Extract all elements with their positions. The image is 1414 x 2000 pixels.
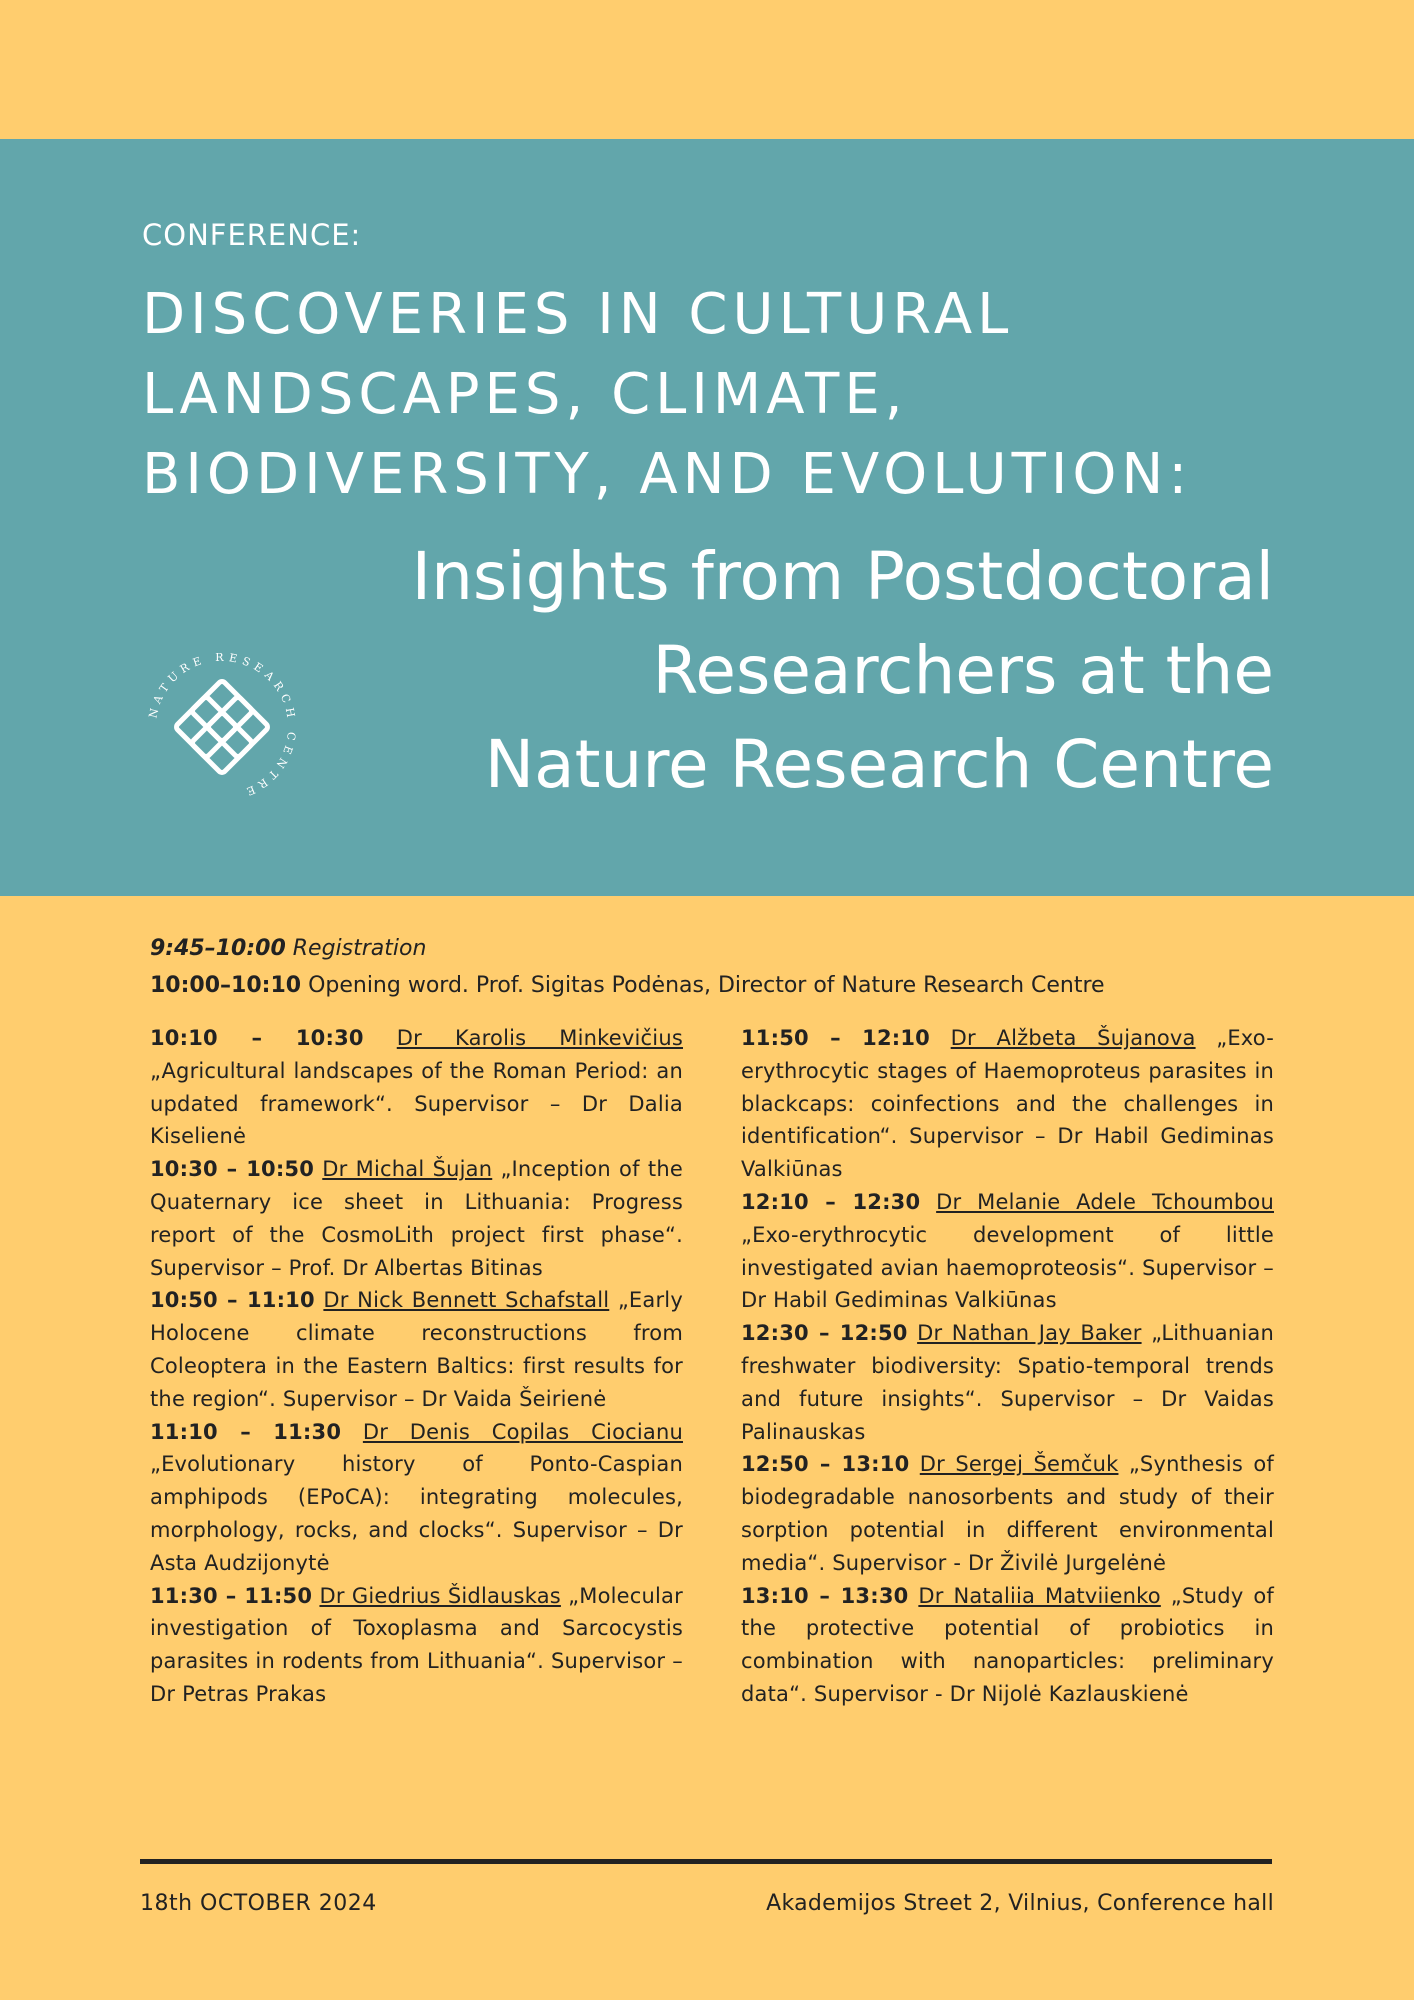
talk-details: „Lithuanian freshwater biodiversity: Spatio-temporal trends and future insights“. Supervisor – Dr Vaidas Palinauskas [741, 1321, 1274, 1444]
talk-speaker: Dr Sergej Šemčuk [919, 1452, 1119, 1477]
talk-item [150, 1153, 683, 1284]
talk-item [741, 1580, 1274, 1711]
talk-time: 10:10 – 10:30 [150, 1026, 364, 1050]
title-line: BIODIVERSITY, AND EVOLUTION: [142, 442, 1193, 507]
title-line: DISCOVERIES IN CULTURAL [142, 282, 1014, 347]
logo-ring-text: NATURE RESEARCH CENTRE [146, 650, 299, 800]
talk-details: „Exo-erythrocytic development of little investigated avian haemoproteosis“. Supervisor – Dr Habil Gediminas Valkiūnas [741, 1222, 1274, 1313]
talk-time: 10:30 – 10:50 [150, 1157, 315, 1182]
talk-time: 10:50 – 11:10 [150, 1288, 315, 1313]
talk-item [741, 1317, 1274, 1448]
schedule-column-right [741, 1022, 1274, 1711]
talk-item [741, 1186, 1274, 1317]
talk-item [150, 1022, 683, 1153]
subtitle-line: Researchers at the [652, 632, 1274, 709]
opening-time: 10:00–10:10 [150, 973, 302, 998]
talk-item [741, 1022, 1274, 1186]
talk-details: „Study of the protective potential of probiotics in combination with nanoparticles: preliminary data“. Supervisor - Dr Nijolė Kazlauskienė [741, 1583, 1274, 1706]
talk-details: „Exo-erythrocytic stages of Haemoproteus parasites in blackcaps: coinfections and the challenges in identification“. Supervisor – Dr Habil Gediminas Valkiūnas [741, 1026, 1274, 1182]
opening-text: Opening word. Prof. Sigitas Podėnas, Director of Nature Research Centre [308, 973, 1105, 998]
registration-line [150, 930, 1274, 967]
subtitle-line: Nature Research Centre [484, 726, 1274, 803]
footer-divider [140, 1859, 1272, 1864]
talk-details: „Synthesis of biodegradable nanosorbents and study of their sorption potential in different environmental media“. Supervisor - Dr Živilė Jurgelėnė [741, 1452, 1274, 1575]
talk-time: 11:10 – 11:30 [150, 1419, 342, 1444]
opening-line [150, 967, 1274, 1004]
program-intro [150, 930, 1274, 1004]
talk-speaker: Dr Nathan Jay Baker [917, 1321, 1142, 1346]
conference-subtitle [274, 530, 1274, 812]
event-date: 18th OCTOBER 2024 [140, 1891, 377, 1916]
talk-time: 12:30 – 12:50 [741, 1321, 908, 1346]
talk-item [150, 1284, 683, 1415]
talk-speaker: Dr Denis Copilas Ciocianu [362, 1419, 683, 1444]
talk-details: „Evolutionary history of Ponto-Caspian amphipods (EPoCA): integrating molecules, morphology, rocks, and clocks“. Supervisor – Dr Asta Audzijonytė [150, 1452, 683, 1575]
schedule-column-left [150, 1022, 683, 1711]
talk-speaker: Dr Alžbeta Šujanova [950, 1026, 1196, 1050]
talk-time: 12:10 – 12:30 [741, 1189, 921, 1214]
talk-speaker: Dr Melanie Adele Tchoumbou [936, 1189, 1274, 1214]
talk-item [741, 1448, 1274, 1579]
talk-details: „Molecular investigation of Toxoplasma and Sarcocystis parasites in rodents from Lithuania“. Supervisor – Dr Petras Prakas [150, 1583, 683, 1706]
talk-speaker: Dr Karolis Minkevičius [396, 1026, 683, 1050]
nature-research-centre-logo-icon [140, 645, 304, 809]
conference-title [142, 275, 1322, 515]
subtitle-line: Insights from Postdoctoral [411, 538, 1274, 615]
talk-speaker: Dr Michal Šujan [322, 1157, 493, 1182]
talk-speaker: Dr Nataliia Matviienko [918, 1583, 1161, 1608]
title-line: LANDSCAPES, CLIMATE, [142, 362, 908, 427]
conference-kicker: CONFERENCE: [142, 218, 362, 252]
talk-speaker: Dr Nick Bennett Schafstall [323, 1288, 610, 1313]
talk-details: „Inception of the Quaternary ice sheet in Lithuania: Progress report of the CosmoLith project first phase“. Supervisor – Prof. Dr Albertas Bitinas [150, 1157, 683, 1280]
event-venue: Akademijos Street 2, Vilnius, Conference hall [766, 1891, 1274, 1916]
talk-time: 11:30 – 11:50 [150, 1583, 313, 1608]
talk-item [150, 1580, 683, 1711]
talk-speaker: Dr Giedrius Šidlauskas [319, 1583, 561, 1608]
talk-details: „Agricultural landscapes of the Roman Period: an updated framework“. Supervisor – Dr Dalia Kiselienė [150, 1058, 683, 1149]
registration-time: 9:45–10:00 [150, 936, 286, 961]
talk-time: 13:10 – 13:30 [741, 1583, 909, 1608]
talk-time: 12:50 – 13:10 [741, 1452, 910, 1477]
talk-details: „Early Holocene climate reconstructions from Coleoptera in the Eastern Baltics: first results for the region“. Supervisor – Dr Vaida Šeirienė [150, 1288, 683, 1411]
registration-text: Registration [292, 936, 427, 961]
talk-time: 11:50 – 12:10 [741, 1026, 930, 1050]
talk-item [150, 1416, 683, 1580]
